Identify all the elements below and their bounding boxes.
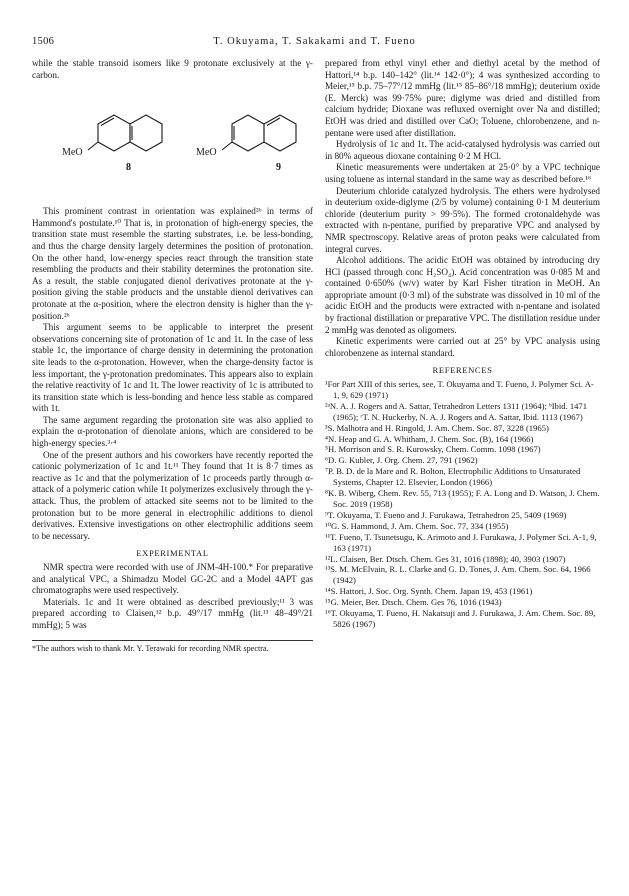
reference-item: ⁸K. B. Wiberg, Chem. Rev. 55, 713 (1955); F. A. Long and D. Watson, J. Chem. Soc. 2019 (1958) <box>325 488 600 509</box>
reference-item: ¹For Part XIII of this series, see, T. Okuyama and T. Fueno, J. Polymer Sci. A-1, 9, 629 (1971) <box>325 379 594 400</box>
reference-item: ¹²L. Claisen, Ber. Dtsch. Chem. Ges 31, 1016 (1898); 40, 3903 (1907) <box>325 553 566 564</box>
structure-8-number: 8 <box>126 162 131 174</box>
reference-item: ⁶D. G. Kubler, J. Org. Chem. 27, 791 (1962) <box>325 455 478 466</box>
references-list <box>325 379 600 630</box>
reference-item: ¹³S. M. McElvain, R. L. Clarke and G. D. Tones, J. Am. Chem. Soc. 64, 1966 (1942) <box>325 564 591 586</box>
structure-9-methoxy-bond <box>222 142 232 150</box>
reference-item: ⁹T. Okuyama, T. Fueno and J. Furukawa, Tetrahedron 25, 5409 (1969) <box>325 509 567 520</box>
left-paragraph-3: This argument seems to be applicable to interpret the present observations concerning site of protonation of 1c and 1t. In the case of less stable 1c, the importance of charge density in determining the protonation site leads to the α-protonation. However, when the charge-density factor is less important, the γ-protonation predominates. This appears also to explain the relative reactivity of 1c and 1t. The lower reactivity of 1c is attributed to its transition state which is less-bonding and hence less stable as compared with 1t. <box>32 322 313 414</box>
reference-item: ¹⁵G. Meier, Ber. Dtsch. Chem. Ges 76, 1016 (1943) <box>325 597 502 608</box>
reference-item: ⁵H. Morrison and S. R. Kurowsky, Chem. Comm. 1098 (1967) <box>325 444 541 455</box>
left-paragraph-2: This prominent contrast in orientation was explained²ᵇ in terms of Hammond's postulate.¹⁰ That is, in protonation of high-energy species, the transition state must resemble the starting substrates, i.e. be less-bonding, and thus the charge density largely determines the position of protonation. On the other hand, low-energy species react through the transition state resembling the products and their stability determines the protonation site. As a result, the stable conjugated dienol derivatives protonate at the γ-position giving the stable products and the unstable dienol derivatives can protonate at the α-position, where the electron density is higher than the γ-position.²ᵇ <box>32 206 313 321</box>
reference-item: ¹¹T. Fueno, T. Tsunetsugu, K. Arimoto and J. Furukawa, J. Polymer Sci. A-1, 9, 163 (1971) <box>325 531 597 553</box>
page-number: 1506 <box>32 36 55 47</box>
experimental-heading: EXPERIMENTAL <box>136 548 209 559</box>
structure-9-meo-label: MeO <box>196 147 217 159</box>
left-paragraph-6: NMR spectra were recorded with use of JNM-4H-100.* For preparative and analytical VPC, a Shimadzu Model GC-2C and a Model 4APT gas chromatographs were used respectively. <box>32 562 313 596</box>
reference-item: ¹⁶T. Okuyama, T. Fueno, H. Nakatsuji and J. Furukawa, J. Am. Chem. Soc. 89, 5826 (1967) <box>325 608 596 629</box>
chemical-structures-diagram <box>32 84 313 202</box>
right-paragraph-1: prepared from ethyl vinyl ether and diethyl acetal by the method of Hattori,¹⁴ b.p. 140–142° (lit.¹⁴ 142·0°); 4 was synthesized according to Meier,¹⁵ b.p. 75–77°/12 mmHg (lit.¹⁵ 85–86°/18 mmHg); deuterium oxide (E. Merck) was 99·75% pure; diglyme was dried and distilled from calcium hydride; Dioxane was refluxed overnight over Na and distilled; EtOH was dried and distilled over CaO; Toluene, chlorobenzene, and n-pentane were used after distillation. <box>325 58 600 138</box>
structure-figure <box>32 84 313 202</box>
right-paragraph-5: Alcohol additions. The acidic EtOH was obtained by introducing dry HCl (passed through conc H₂SO₄). Acid concentration was 0·085 M and contained 0·650% (w/v) water by Karl Fisher titration in MeOH. An appropriate amount (0·3 ml) of the substrate was dissolved in 10 ml of the acidic EtOH and the products were extracted with n-pentane and isolated by fractional distillation or preparative VPC. The distillation residue under 2 mmHg was denoted as oligomers. <box>325 255 600 335</box>
left-column <box>32 58 313 654</box>
footnote: *The authors wish to thank Mr. Y. Terawaki for recording NMR spectra. <box>32 640 313 654</box>
left-paragraph-7: Materials. 1c and 1t were obtained as described previously;¹¹ 3 was prepared according to Claisen,¹² b.p. 49°/17 mmHg (lit.¹³ 48–49°/21 mmHg); 5 was <box>32 596 313 630</box>
left-paragraph-5: One of the present authors and his coworkers have recently reported the cationic polymerization of 1c and 1t.¹¹ They found that 1t is 8·7 times as reactive as 1c and that the polymerization of 1c proceeds partly through α-attack of a polymeric cation while 1t polymerizes exclusively through the γ-attack. Thus, the problem of attacked site seems not to be limited to the protonation but to be more general in electrophilic additions to dienol derivatives. Extensive investigations on other electrophilic additions seem to be necessary. <box>32 449 313 541</box>
running-header <box>32 36 597 50</box>
reference-item: ⁷P. B. D. de la Mare and R. Bolton, Electrophilic Additions to Unsaturated Systems, Chapter 12. Elsevier, London (1966) <box>325 466 581 488</box>
reference-item: ⁴N. Heap and G. A. Whitham, J. Chem. Soc. (B), 164 (1966) <box>325 433 534 444</box>
right-paragraph-4: Deuterium chloride catalyzed hydrolysis. The ethers were hydrolysed in deuterium oxide-diglyme (2/5 by volume) containing 0·1 M deuterium chloride (deuterium purity > 99·5%). The formed crotonaldehyde was extracted with n-pentane, purified by preparative VPC and analysed by NMR spectroscopy. Relative areas of proton peaks were calculated from integral curves. <box>325 185 600 254</box>
structure-9-right-ring <box>264 115 296 151</box>
right-column <box>325 58 600 630</box>
left-paragraph-4: The same argument regarding the protonation site was also applied to explain the α-protonation of dienolate anions, which are considered to be high-energy species.³·⁴ <box>32 414 313 449</box>
running-authors: T. Okuyama, T. Sakakami and T. Fueno <box>213 36 416 47</box>
structure-9-number: 9 <box>276 162 281 174</box>
structure-9-left-ring <box>232 115 264 151</box>
references-heading: REFERENCES <box>432 365 493 376</box>
reference-item: ³S. Malhotra and H. Ringold, J. Am. Chem. Soc. 87, 3228 (1965) <box>325 422 549 433</box>
reference-item: ¹⁰G. S. Hammond, J. Am. Chem. Soc. 77, 334 (1955) <box>325 520 509 531</box>
structure-8-methoxy-bond <box>88 142 98 150</box>
right-paragraph-2: Hydrolysis of 1c and 1t. The acid-catalysed hydrolysis was carried out in 80% aqueous dioxane containing 0·2 M HCl. <box>325 139 600 161</box>
structure-8-left-ring <box>98 115 130 151</box>
left-paragraph-1: while the stable transoid isomers like 9 protonate exclusively at the γ-carbon. <box>32 58 313 80</box>
structure-8-right-ring <box>130 115 162 151</box>
right-paragraph-6: Kinetic experiments were carried out at 25° by VPC analysis using chlorobenzene as internal standard. <box>325 336 600 358</box>
reference-item: ¹⁴S. Hattori, J. Soc. Org. Synth. Chem. Japan 19, 453 (1961) <box>325 586 533 597</box>
reference-item: ²ᵃN. A. J. Rogers and A. Sattar, Tetrahedron Letters 1311 (1964); ᵇIbid. 1471 (1965); ᶜT. N. Huckerby, N. A. J. Rogers and A. Sattar, Ibid. 1113 (1967) <box>325 400 588 422</box>
structure-8-meo-label: MeO <box>62 147 83 159</box>
right-paragraph-3: Kinetic measurements were undertaken at 25·0° by a VPC technique using toluene as internal standard in the same way as described before.¹⁶ <box>325 162 600 184</box>
